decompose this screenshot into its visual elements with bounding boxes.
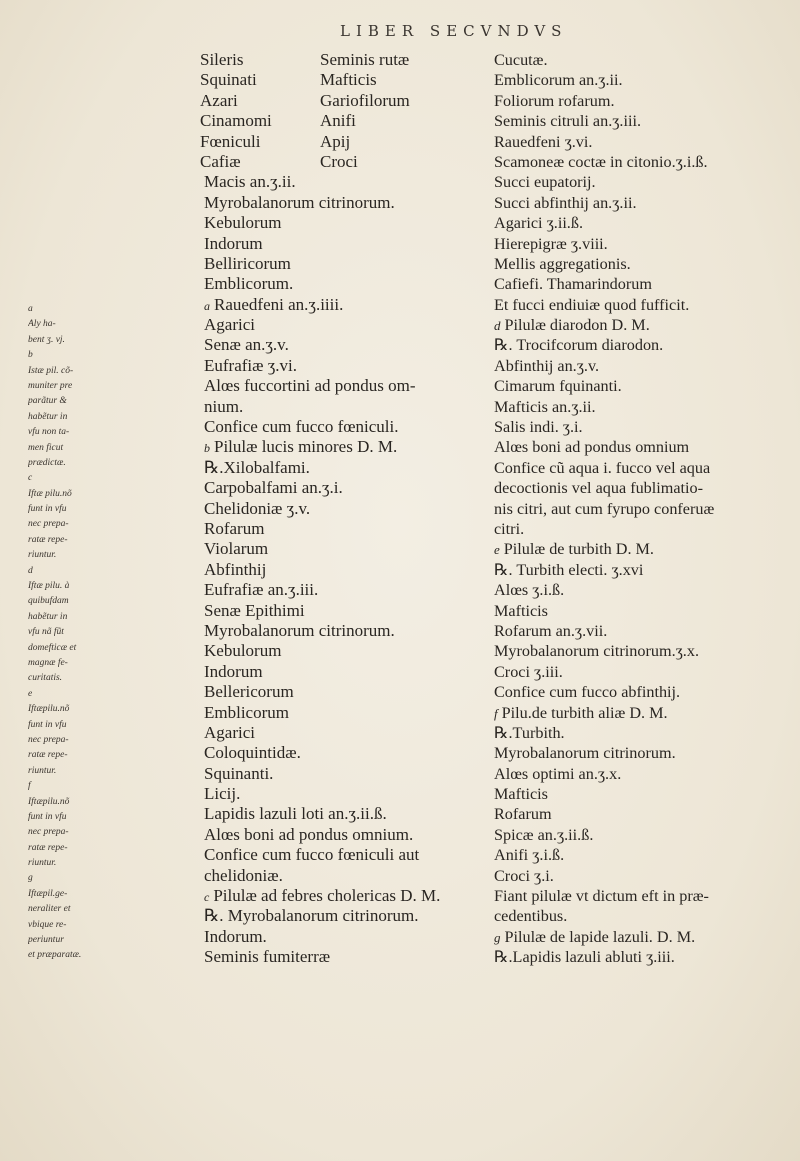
- line-text: Confice cum fucco fœniculi.: [204, 417, 399, 437]
- line-text: Eufrafiæ an.ʒ.iii.: [204, 580, 319, 600]
- line-text: Indorum: [204, 233, 263, 253]
- text-line: [494, 91, 790, 111]
- line-text: chelidoniæ.: [204, 865, 283, 885]
- line-text: Chelidoniæ ʒ.v.: [204, 498, 311, 518]
- margin-note-line: bent ʒ. vj.: [28, 334, 65, 345]
- text-line: [494, 866, 790, 886]
- line-text: Myrobalanorum citrinorum.ʒ.x.: [494, 642, 699, 661]
- line-text: ℞.Xilobalfami.: [204, 457, 310, 477]
- text-line: [96, 601, 488, 621]
- text-line: [96, 580, 488, 600]
- line-text: Emblicorum.: [204, 274, 294, 294]
- line-text: Scamoneæ coctæ in citonio.ʒ.i.ß.: [494, 152, 708, 171]
- line-text: Myrobalanorum citrinorum.: [494, 744, 676, 763]
- line-text: Anifi ʒ.i.ß.: [494, 846, 565, 865]
- line-text: Eufrafiæ ʒ.vi.: [204, 355, 297, 375]
- line-text: Licij.: [204, 784, 241, 804]
- line-text: Salis indi. ʒ.i.: [494, 418, 583, 437]
- ingredient-pair: [96, 70, 488, 90]
- ingredient-pair: [96, 111, 488, 131]
- line-text: Mellis aggregationis.: [494, 254, 631, 273]
- text-line: [96, 784, 488, 804]
- line-text: ℞.Turbith.: [494, 723, 565, 742]
- text-line: [494, 682, 790, 702]
- margin-note-line: habẽtur in: [28, 411, 68, 422]
- line-text: decoctionis vel aqua fublimatio-: [494, 479, 704, 498]
- running-title: LIBER SECVNDVS: [340, 22, 568, 40]
- margin-note-line: et præparatæ.: [28, 950, 82, 961]
- ingredient-right: Seminis rutæ: [320, 50, 410, 69]
- text-line: [494, 641, 790, 661]
- text-line: [96, 254, 488, 274]
- line-text: ℞.Lapidis lazuli abluti ʒ.iii.: [494, 948, 675, 967]
- line-text: Macis an.ʒ.ii.: [204, 172, 296, 192]
- line-text: Pilulæ de lapide lazuli. D. M.: [504, 927, 696, 946]
- text-line: [494, 723, 790, 743]
- line-text: Cafiefi. Thamarindorum: [494, 275, 652, 294]
- text-line: [96, 662, 488, 682]
- text-line: [494, 764, 790, 784]
- margin-note-line: c: [28, 473, 33, 484]
- line-text: Hierepigræ ʒ.viii.: [494, 234, 608, 253]
- text-line: [494, 927, 790, 947]
- text-line: [494, 478, 790, 498]
- margin-note-line: b: [28, 350, 33, 361]
- text-line: [494, 804, 790, 824]
- text-line: [96, 193, 488, 213]
- text-line: [96, 560, 488, 580]
- ingredient-right: Mafticis: [320, 70, 377, 90]
- text-line: [494, 172, 790, 192]
- text-line: [96, 906, 488, 926]
- line-text: Pilulæ diarodon D. M.: [504, 316, 650, 335]
- line-text: Alœs optimi an.ʒ.x.: [494, 764, 622, 783]
- text-line: [96, 641, 488, 661]
- margin-note-line: quibufdam: [28, 596, 69, 607]
- text-line: [96, 478, 488, 498]
- line-text: Violarum: [204, 539, 269, 559]
- text-line: [494, 458, 790, 478]
- text-line: [494, 70, 790, 90]
- margin-note-line: funt in vfu: [28, 811, 67, 822]
- text-line: [96, 825, 488, 845]
- margin-note-line: ratæ repe-: [28, 842, 68, 853]
- text-line: [494, 662, 790, 682]
- line-text: Emblicorum: [204, 702, 289, 722]
- margin-note-line: nec prepa-: [28, 519, 69, 530]
- text-line: [96, 417, 488, 437]
- margin-note-line: riuntur.: [28, 550, 57, 561]
- text-line: [494, 560, 790, 580]
- reference-letter: b: [204, 441, 210, 456]
- reference-letter: e: [494, 542, 500, 558]
- margin-note-line: g: [28, 873, 33, 884]
- text-line: [494, 111, 790, 131]
- margin-note-line: Iftæ pilu. à: [28, 581, 70, 592]
- text-line: [494, 50, 790, 70]
- text-line: [494, 315, 790, 335]
- text-line: [96, 866, 488, 886]
- margin-note-line: domefticæ et: [28, 642, 77, 653]
- line-text: Cucutæ.: [494, 51, 548, 69]
- line-text: Foliorum rofarum.: [494, 91, 615, 110]
- text-line: [494, 397, 790, 417]
- text-line: [494, 906, 790, 926]
- text-line: [494, 703, 790, 723]
- line-text: Alœs fuccortini ad pondus om-: [204, 376, 416, 396]
- margin-note-line: nec prepa-: [28, 734, 69, 745]
- line-text: citri.: [494, 519, 525, 538]
- ingredient-left: Fœniculi: [200, 131, 261, 151]
- text-line: [494, 295, 790, 315]
- ingredient-right: Apij: [320, 131, 351, 151]
- text-line: [96, 295, 488, 315]
- text-line: [494, 376, 790, 396]
- margin-note-line: f: [28, 781, 31, 792]
- text-line: [96, 804, 488, 824]
- line-text: Mafticis: [494, 601, 548, 620]
- text-line: [96, 376, 488, 396]
- margin-note-line: ratæ repe-: [28, 534, 68, 545]
- line-text: nium.: [204, 396, 244, 416]
- text-line: [96, 458, 488, 478]
- text-line: [96, 499, 488, 519]
- margin-note-line: Iftæpilu.nõ: [28, 796, 70, 807]
- ingredient-pair: [96, 50, 488, 70]
- margin-note-line: a: [28, 304, 33, 314]
- text-line: [494, 825, 790, 845]
- line-text: Confice cum fucco abfinthij.: [494, 683, 681, 702]
- margin-note-line: magnæ fe-: [28, 657, 68, 668]
- margin-note-line: ratæ repe-: [28, 750, 68, 761]
- ingredient-left: Azari: [200, 90, 238, 110]
- ingredient-right: Croci: [320, 151, 358, 171]
- margin-note-line: vbique re-: [28, 919, 67, 930]
- line-text: Spicæ an.ʒ.ii.ß.: [494, 825, 594, 844]
- text-line: [96, 335, 488, 355]
- text-line: [494, 234, 790, 254]
- text-line: [494, 254, 790, 274]
- margin-note-line: Istæ pil. cõ-: [28, 365, 74, 376]
- line-text: Coloquintidæ.: [204, 743, 301, 763]
- line-text: Cimarum fquinanti.: [494, 377, 622, 396]
- text-line: [494, 845, 790, 865]
- line-text: Squinanti.: [204, 763, 274, 783]
- line-text: ℞. Trocifcorum diarodon.: [494, 336, 664, 355]
- margin-note-line: curitatis.: [28, 673, 63, 684]
- line-text: Pilulæ de turbith D. M.: [503, 540, 654, 559]
- text-line: [494, 437, 790, 457]
- reference-letter: f: [494, 705, 498, 721]
- margin-note-line: periuntur: [28, 935, 64, 946]
- text-line: [494, 356, 790, 376]
- line-text: Succi eupatorij.: [494, 173, 596, 192]
- line-text: Confice cum fucco fœniculi aut: [204, 845, 420, 865]
- text-line: [96, 743, 488, 763]
- text-line: [96, 947, 488, 967]
- text-line: [96, 539, 488, 559]
- text-line: [96, 764, 488, 784]
- line-text: Croci ʒ.iii.: [494, 662, 563, 681]
- text-line: [494, 519, 790, 539]
- ingredient-left: Squinati: [200, 70, 257, 90]
- line-text: Rofarum: [494, 805, 552, 824]
- ingredient-pair: [96, 152, 488, 172]
- line-text: Rauedfeni ʒ.vi.: [494, 132, 593, 151]
- margin-note-line: Iftæ pilu.nõ: [28, 488, 72, 499]
- margin-note-line: Iftæpil.ge-: [28, 888, 68, 899]
- text-line: [96, 172, 488, 192]
- line-text: Rauedfeni an.ʒ.iiii.: [214, 294, 344, 314]
- line-text: cedentibus.: [494, 907, 568, 926]
- line-text: Seminis citruli an.ʒ.iii.: [494, 112, 642, 131]
- text-line: [494, 213, 790, 233]
- line-text: Abfinthij an.ʒ.v.: [494, 356, 600, 375]
- margin-note-line: vfu non ta-: [28, 427, 70, 438]
- text-line: [96, 315, 488, 335]
- ingredient-right: Anifi: [320, 111, 356, 131]
- text-line: [494, 886, 790, 906]
- line-text: Confice cũ aqua i. fucco vel aqua: [494, 458, 711, 477]
- text-line: [494, 499, 790, 519]
- right-column: [494, 50, 790, 968]
- reference-letter: g: [494, 929, 501, 945]
- margin-note-line: riuntur.: [28, 765, 57, 776]
- line-text: Senæ an.ʒ.v.: [204, 335, 289, 355]
- line-text: Myrobalanorum citrinorum.: [204, 192, 395, 212]
- line-text: Alœs ʒ.i.ß.: [494, 581, 565, 600]
- text-line: [96, 621, 488, 641]
- reference-letter: d: [494, 318, 501, 334]
- text-line: [494, 539, 790, 559]
- ingredient-left: Cinamomi: [200, 111, 272, 131]
- text-line: [494, 193, 790, 213]
- text-line: [494, 417, 790, 437]
- margin-note-line: d: [28, 565, 33, 576]
- line-text: Pilu.de turbith aliæ D. M.: [501, 703, 668, 722]
- ingredient-left: Cafiæ: [200, 151, 241, 171]
- margin-note-line: prædictæ.: [28, 457, 66, 468]
- line-text: ℞. Turbith electi. ʒ.xvi: [494, 560, 644, 579]
- text-line: [494, 152, 790, 172]
- line-text: Kebulorum: [204, 213, 282, 233]
- left-column: [96, 50, 488, 968]
- text-line: [96, 519, 488, 539]
- margin-note-line: habẽtur in: [28, 611, 68, 622]
- line-text: Belliricorum: [204, 253, 291, 273]
- text-line: [494, 580, 790, 600]
- text-line: [96, 437, 488, 457]
- line-text: Rofarum an.ʒ.vii.: [494, 621, 608, 640]
- margin-note-line: riuntur.: [28, 858, 57, 869]
- line-text: Indorum.: [204, 926, 267, 946]
- text-line: [494, 621, 790, 641]
- line-text: Et fucci endiuiæ quod fufficit.: [494, 295, 690, 314]
- line-text: Bellericorum: [204, 682, 294, 702]
- line-text: Kebulorum: [204, 641, 282, 661]
- text-line: [96, 356, 488, 376]
- marginalia: [28, 302, 94, 964]
- line-text: Agarici: [204, 315, 255, 335]
- text-line: [96, 886, 488, 906]
- line-text: Seminis fumiterræ: [204, 947, 331, 967]
- line-text: Myrobalanorum citrinorum.: [204, 620, 395, 640]
- line-text: Carpobalfami an.ʒ.i.: [204, 478, 343, 498]
- margin-note-line: vfu nã fũt: [28, 627, 64, 638]
- ingredient-left: Sileris: [200, 50, 244, 69]
- line-text: Alœs boni ad pondus omnium.: [204, 824, 414, 844]
- line-text: Fiant pilulæ vt dictum eft in præ-: [494, 887, 709, 906]
- text-line: [494, 743, 790, 763]
- line-text: ℞. Myrobalanorum citrinorum.: [204, 906, 419, 926]
- text-line: [494, 784, 790, 804]
- text-line: [96, 213, 488, 233]
- ingredient-pair: [96, 91, 488, 111]
- text-line: [96, 927, 488, 947]
- margin-note-line: men ficut: [28, 442, 64, 453]
- line-text: Succi abfinthij an.ʒ.ii.: [494, 193, 637, 212]
- line-text: Mafticis an.ʒ.ii.: [494, 397, 596, 416]
- line-text: Croci ʒ.i.: [494, 866, 554, 885]
- text-line: [96, 397, 488, 417]
- line-text: Senæ Epithimi: [204, 600, 305, 620]
- margin-note-line: funt in vfu: [28, 719, 67, 730]
- reference-letter: a: [204, 298, 210, 313]
- text-line: [494, 132, 790, 152]
- line-text: Abfinthij: [204, 559, 267, 579]
- margin-note-line: Iftæpilu.nõ: [28, 704, 70, 715]
- text-line: [494, 274, 790, 294]
- line-text: Pilulæ lucis minores D. M.: [214, 437, 398, 457]
- margin-note-line: funt in vfu: [28, 504, 67, 515]
- line-text: Agarici ʒ.ii.ß.: [494, 214, 583, 233]
- text-line: [494, 601, 790, 621]
- text-line: [96, 703, 488, 723]
- text-line: [96, 845, 488, 865]
- text-line: [494, 335, 790, 355]
- line-text: Agarici: [204, 722, 255, 742]
- line-text: Pilulæ ad febres cholericas D. M.: [213, 886, 441, 906]
- text-line: [96, 234, 488, 254]
- ingredient-right: Gariofilorum: [320, 90, 410, 110]
- line-text: nis citri, aut cum fyrupo conferuæ: [494, 499, 715, 518]
- reference-letter: c: [204, 890, 210, 905]
- line-text: Lapidis lazuli loti an.ʒ.ii.ß.: [204, 804, 387, 824]
- line-text: Mafticis: [494, 785, 548, 804]
- margin-note-line: parãtur &: [28, 396, 67, 407]
- text-line: [96, 682, 488, 702]
- margin-note-line: Aly ha-: [28, 319, 56, 330]
- line-text: Rofarum: [204, 518, 265, 538]
- text-line: [96, 723, 488, 743]
- line-text: Alœs boni ad pondus omnium: [494, 438, 690, 457]
- margin-note-line: muniter pre: [28, 380, 73, 391]
- ingredient-pair: [96, 132, 488, 152]
- text-line: [96, 274, 488, 294]
- margin-note-line: e: [28, 688, 33, 699]
- line-text: Indorum: [204, 661, 263, 681]
- margin-note-line: neraliter et: [28, 904, 71, 915]
- line-text: Emblicorum an.ʒ.ii.: [494, 71, 623, 90]
- margin-note-line: nec prepa-: [28, 827, 69, 838]
- text-line: [494, 947, 790, 967]
